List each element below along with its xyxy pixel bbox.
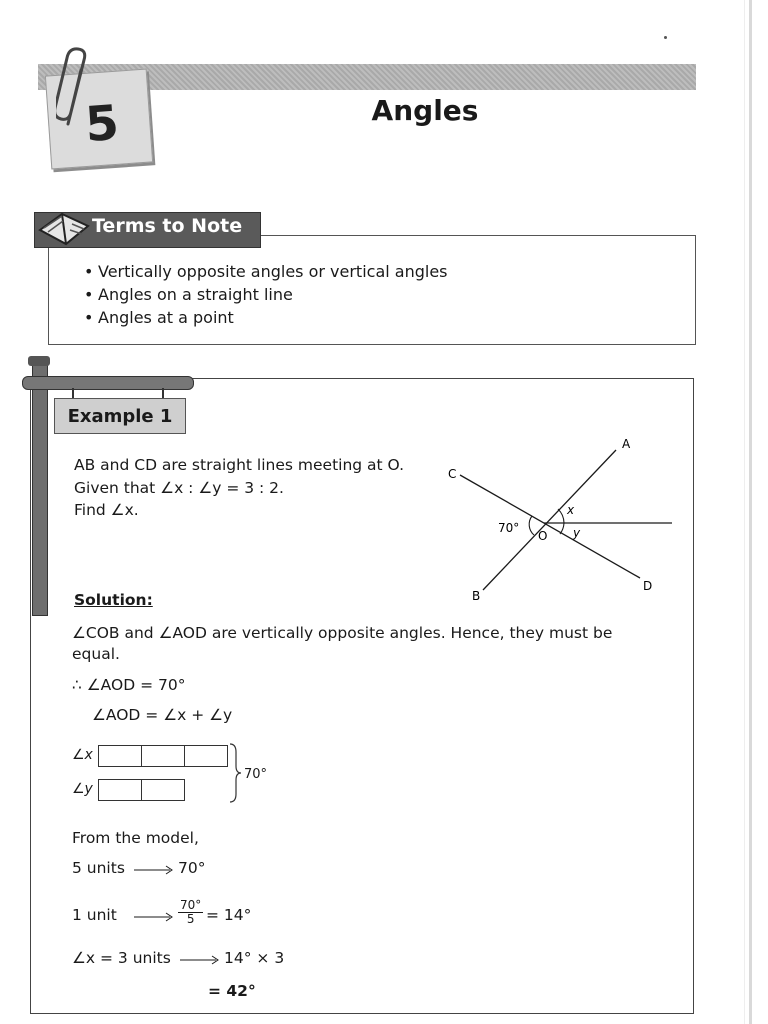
book-icon (36, 204, 92, 248)
arrow-icon (180, 954, 220, 966)
model-unit (142, 746, 185, 766)
line-cd (460, 475, 640, 578)
calc-x-right: 14° × 3 (224, 949, 285, 967)
signpost-cap (28, 356, 50, 366)
example-label: Example 1 (54, 398, 186, 434)
label-a: A (622, 437, 631, 451)
calc-1unit-left: 1 unit (72, 906, 117, 924)
calc-1unit-fraction (176, 899, 205, 926)
model-unit (99, 746, 142, 766)
page-edge-shadow (744, 0, 745, 1024)
model-brace-icon (228, 742, 242, 804)
label-b: B (472, 589, 481, 603)
calc-x-left: ∠x = 3 units (72, 949, 171, 967)
scan-speck (664, 36, 667, 39)
terms-list (84, 260, 448, 329)
solution-heading: Solution: (74, 591, 153, 609)
paperclip-icon (56, 46, 96, 136)
model-bar-x (98, 745, 228, 767)
model-unit (99, 780, 142, 800)
signpost-pole (32, 360, 48, 616)
solution-explanation: ∠COB and ∠AOD are vertically opposite angles. Hence, they must be (72, 624, 613, 642)
arc-70 (529, 516, 534, 535)
calc-5units-left: 5 units (72, 859, 125, 877)
line-ab (483, 450, 616, 590)
angle-diagram (440, 430, 680, 605)
fraction-numerator: 70° (180, 898, 202, 912)
label-c: C (448, 467, 457, 481)
arrow-icon (134, 864, 174, 876)
model-total: 70° (244, 767, 268, 782)
term-item: • Vertically opposite angles or vertical angles (84, 260, 448, 283)
label-70: 70° (498, 521, 520, 535)
terms-to-note-label: Terms to Note (92, 215, 243, 237)
label-x: x (567, 503, 575, 517)
calc-1unit-right: = 14° (206, 906, 252, 924)
problem-line: Given that ∠x : ∠y = 3 : 2. (74, 479, 284, 497)
model-x-label: ∠x (72, 747, 93, 763)
fraction-denominator: 5 (186, 912, 195, 926)
chapter-number: 5 (83, 94, 121, 154)
model-unit (185, 746, 227, 766)
model-bar-y (98, 779, 185, 801)
arrow-icon (134, 911, 174, 923)
model-unit (142, 780, 184, 800)
model-y-label: ∠y (72, 781, 93, 797)
label-d: D (643, 579, 653, 593)
solution-explanation: equal. (72, 645, 120, 663)
label-y: y (573, 526, 581, 540)
solution-step: ∠AOD = ∠x + ∠y (92, 706, 233, 724)
calc-5units-right: 70° (178, 859, 206, 877)
signpost-arm (22, 376, 194, 390)
term-item: • Angles at a point (84, 306, 448, 329)
final-answer: = 42° (208, 982, 256, 1000)
from-model-text: From the model, (72, 829, 199, 847)
problem-line: Find ∠x. (74, 501, 139, 519)
solution-step: ∴ ∠AOD = 70° (72, 676, 186, 694)
chapter-title: Angles (371, 94, 479, 127)
term-item: • Angles on a straight line (84, 283, 448, 306)
arc-x (558, 509, 564, 523)
problem-line: AB and CD are straight lines meeting at O. (74, 456, 405, 474)
arc-y (560, 523, 564, 534)
page-edge (749, 0, 752, 1024)
label-o: O (538, 529, 548, 543)
